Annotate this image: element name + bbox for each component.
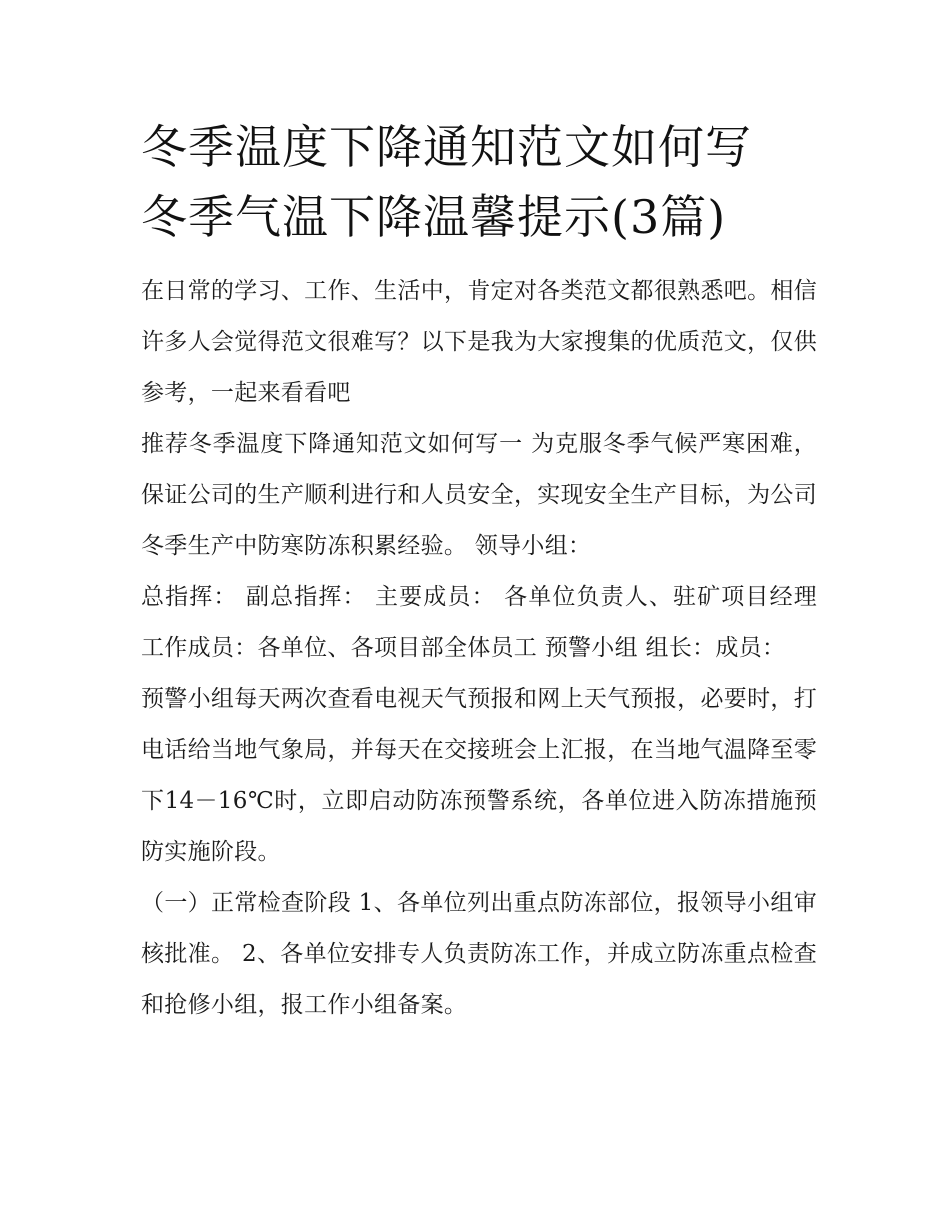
document-content — [141, 112, 817, 1031]
paragraph-intro: 在日常的学习、工作、生活中，肯定对各类范文都很熟悉吧。相信许多人会觉得范文很难写？以下是我为大家搜集的优质范文，仅供参考，一起来看看吧 — [141, 278, 817, 406]
document-body — [141, 266, 817, 1031]
paragraph-recommendation: 推荐冬季温度下降通知范文如何写一 为克服冬季气候严寒困难，保证公司的生产顺利进行和人员安全，实现安全生产目标，为公司冬季生产中防寒防冻积累经验。 领导小组： — [141, 431, 817, 559]
paragraph-inspection-stage: （一）正常检查阶段 1、各单位列出重点防冻部位，报领导小组审核批准。 2、各单位安排专人负责防冻工作，并成立防冻重点检查和抢修小组，报工作小组备案。 — [141, 890, 817, 1018]
title-line-2: 冬季气温下降温馨提示(3篇) — [141, 190, 727, 244]
paragraph-warning-group: 预警小组每天两次查看电视天气预报和网上天气预报，必要时，打电话给当地气象局，并每天在交接班会上汇报，在当地气温降至零下14－16℃时，立即启动防冻预警系统，各单位进入防冻措施预防实施阶段。 — [141, 686, 817, 865]
paragraph-members: 总指挥： 副总指挥： 主要成员： 各单位负责人、驻矿项目经理 工作成员：各单位、各项目部全体员工 预警小组 组长：成员： — [141, 584, 817, 661]
document-title — [141, 112, 817, 252]
title-line-1: 冬季温度下降通知范文如何写 — [141, 120, 752, 174]
